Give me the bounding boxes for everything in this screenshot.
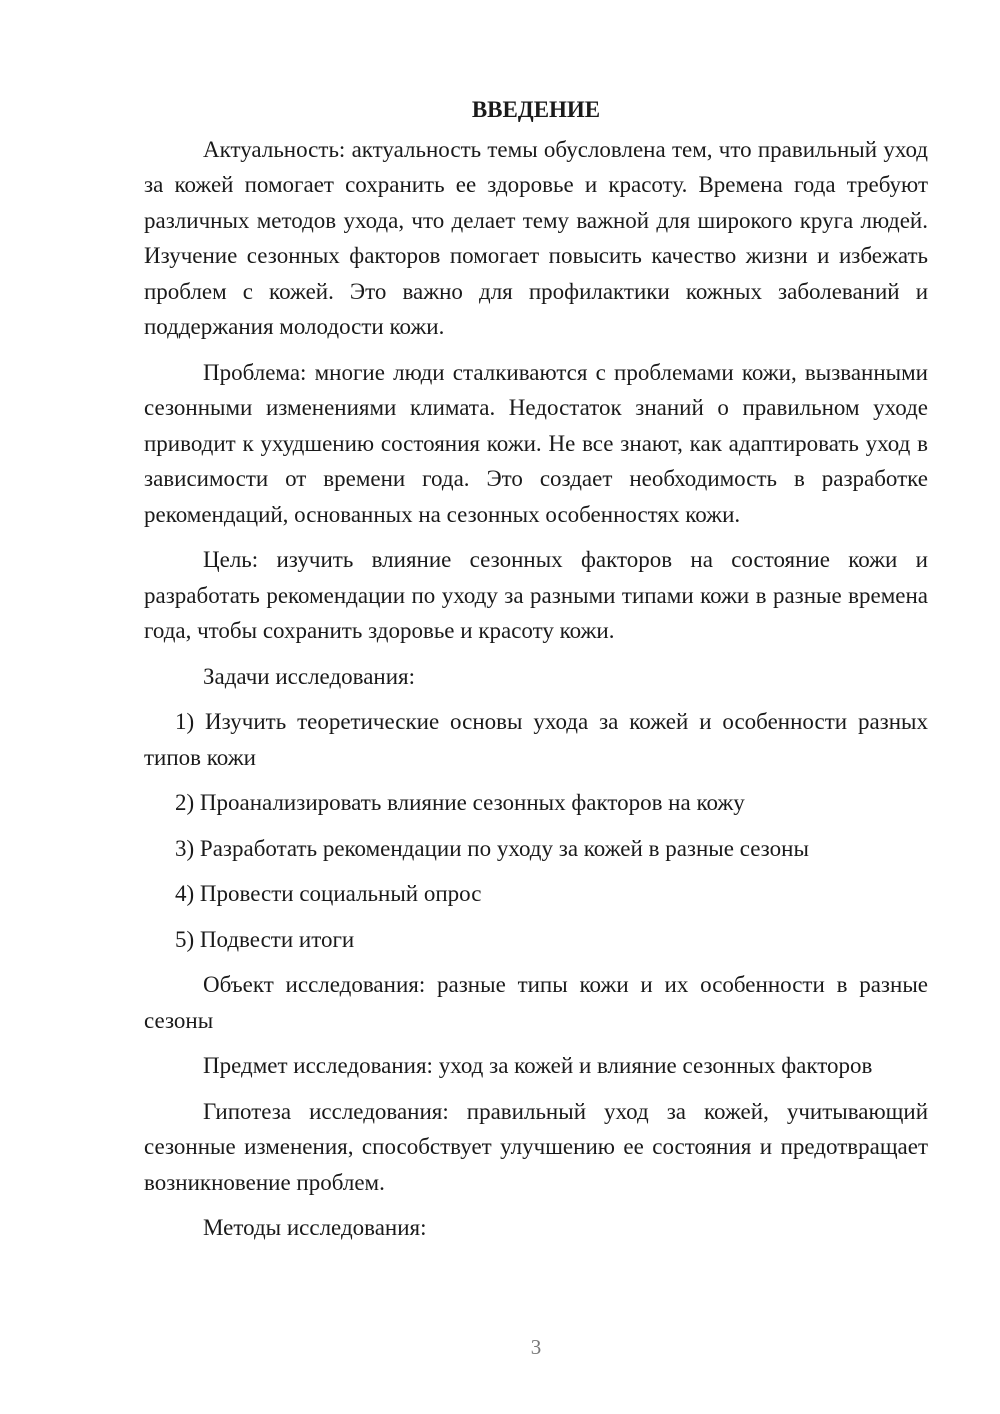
task-item: 4) Провести социальный опрос bbox=[175, 881, 482, 906]
paragraph-methods: Методы исследования: bbox=[203, 1215, 427, 1240]
paragraph-tasks-intro: Задачи исследования: bbox=[203, 663, 416, 689]
document-body bbox=[144, 92, 928, 1256]
paragraph-object: Объект исследования: разные типы кожи и их особенности в разные сезоны bbox=[144, 972, 928, 1033]
paragraph-problem: Проблема: многие люди сталкиваются с проблемами кожи, вызванными сезонными изменениями климата. Недостаток знаний о правильном уходе приводит к ухудшению состояния кожи. Не все знают, как адаптировать уход в зависимости от времени года. Это создает необходимость в разработке рекомендаций, основанных на сезонных особенностях кожи. bbox=[144, 359, 928, 527]
task-item: 5) Подвести итоги bbox=[175, 926, 355, 952]
paragraph-hypothesis: Гипотеза исследования: правильный уход за кожей, учитывающий сезонные изменения, способствует улучшению ее состояния и предотвращает возникновение проблем. bbox=[144, 1098, 928, 1195]
page-number: 3 bbox=[530, 1335, 542, 1359]
paragraph-subject: Предмет исследования: уход за кожей и влияние сезонных факторов bbox=[203, 1053, 873, 1078]
task-item: 1) Изучить теоретические основы ухода за кожей и особенности разных типов кожи bbox=[144, 709, 928, 770]
section-heading: ВВЕДЕНИЕ bbox=[471, 97, 601, 122]
task-item: 2) Проанализировать влияние сезонных факторов на кожу bbox=[175, 790, 745, 815]
task-item: 3) Разработать рекомендации по уходу за кожей в разные сезоны bbox=[175, 835, 809, 861]
paragraph-relevance: Актуальность: актуальность темы обусловлена тем, что правильный уход за кожей помогает сохранить ее здоровье и красоту. Времена года требуют различных методов ухода, что делает тему важной для широкого круга людей. Изучение сезонных факторов помогает повысить качество жизни и избежать проблем с кожей. Это важно для профилактики кожных заболеваний и поддержания молодости кожи. bbox=[144, 136, 928, 339]
paragraph-goal: Цель: изучить влияние сезонных факторов на состояние кожи и разработать рекомендации по уходу за разными типами кожи в разные времена года, чтобы сохранить здоровье и красоту кожи. bbox=[144, 547, 928, 643]
